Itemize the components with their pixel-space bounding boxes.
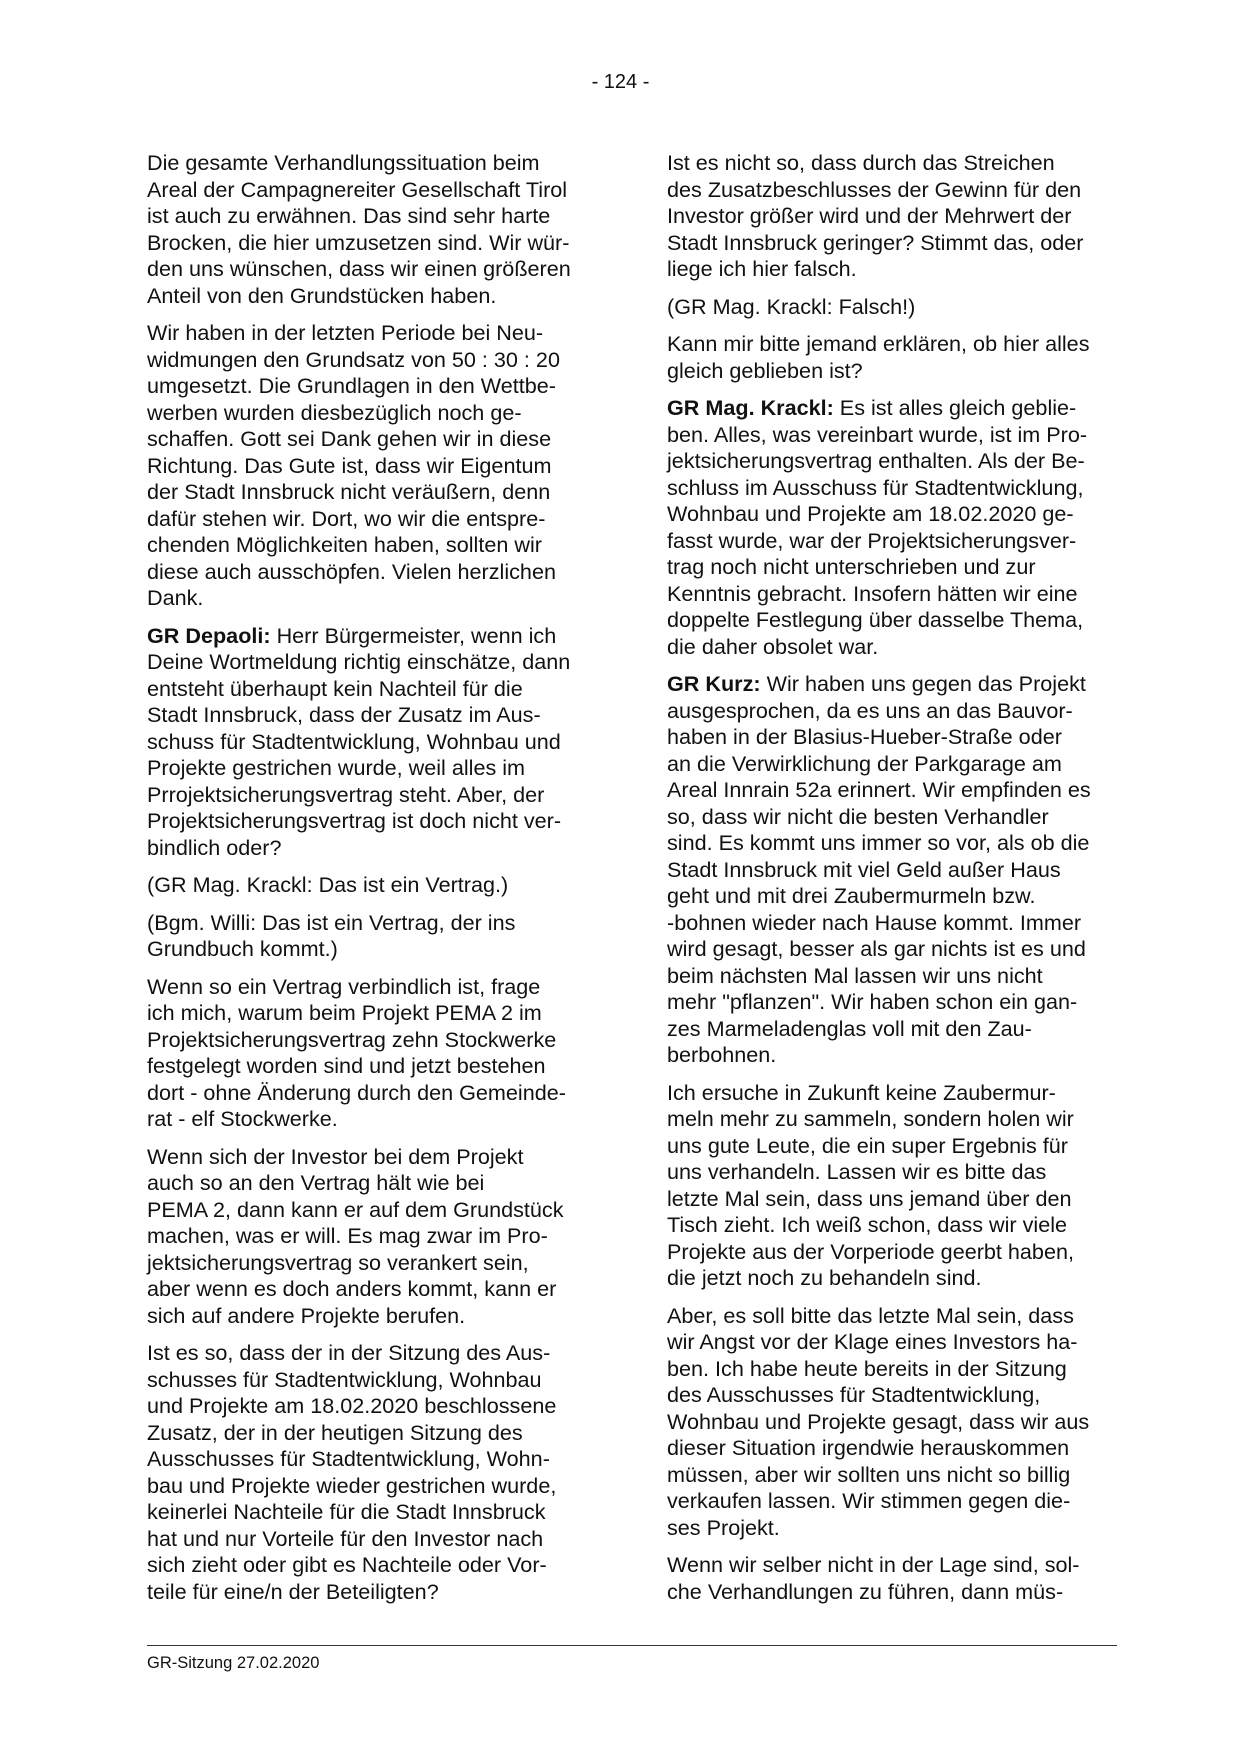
paragraph-line: uns gute Leute, die ein super Ergebnis für bbox=[667, 1132, 1068, 1158]
paragraph-line: geht und mit drei Zaubermurmeln bzw. bbox=[667, 883, 1036, 908]
paragraph-line: mehr "pflanzen". Wir haben schon ein gan- bbox=[667, 989, 1078, 1014]
paragraph-line: trag noch nicht unterschrieben und zur bbox=[667, 554, 1036, 579]
paragraph-line: aber wenn es doch anders kommt, kann er bbox=[147, 1276, 557, 1301]
interjection bbox=[667, 294, 1117, 321]
paragraph-line: Wenn so ein Vertrag verbindlich ist, frage bbox=[147, 973, 541, 999]
paragraph-line bbox=[147, 623, 597, 650]
paragraph-line: Projekte aus der Vorperiode geerbt haben, bbox=[667, 1238, 1074, 1264]
paragraph-line: Ist es nicht so, dass durch das Streichen bbox=[667, 150, 1055, 175]
paragraph-line: Tisch zieht. Ich weiß schon, dass wir viele bbox=[667, 1212, 1068, 1237]
paragraph-line: chenden Möglichkeiten haben, sollten wir bbox=[147, 532, 542, 557]
paragraph-line: dafür stehen wir. Dort, wo wir die entspre- bbox=[147, 505, 546, 531]
paragraph-line: Anteil von den Grundstücken haben. bbox=[147, 282, 497, 308]
paragraph-line: des Zusatzbeschlusses der Gewinn für den bbox=[667, 176, 1082, 202]
paragraph bbox=[147, 1340, 597, 1605]
paragraph-line: so, dass wir nicht die besten Verhandler bbox=[667, 803, 1049, 829]
speech-text: Wir haben uns gegen das Projekt bbox=[760, 671, 1086, 696]
paragraph-line: schusses für Stadtentwicklung, Wohnbau bbox=[147, 1366, 542, 1392]
paragraph-line: Die gesamte Verhandlungssituation beim bbox=[147, 150, 540, 175]
paragraph-line: festgelegt worden sind und jetzt bestehen bbox=[147, 1053, 546, 1078]
paragraph-line: zes Marmeladenglas voll mit den Zau- bbox=[667, 1015, 1032, 1041]
paragraph-line: des Ausschusses für Stadtentwicklung, bbox=[667, 1382, 1041, 1407]
paragraph bbox=[667, 1303, 1117, 1542]
paragraph-line: Ausschusses für Stadtentwicklung, Wohn- bbox=[147, 1446, 550, 1471]
paragraph-line: bau und Projekte wieder gestrichen wurde, bbox=[147, 1472, 557, 1498]
paragraph-line: Dank. bbox=[147, 585, 204, 610]
paragraph bbox=[667, 150, 1117, 283]
paragraph-line: haben in der Blasius-Hueber-Straße oder bbox=[667, 724, 1062, 749]
paragraph-line: Projekte gestrichen wurde, weil alles im bbox=[147, 755, 526, 780]
paragraph-line: Ich ersuche in Zukunft keine Zaubermur- bbox=[667, 1079, 1056, 1105]
paragraph-line: auch so an den Vertrag hält wie bei bbox=[147, 1170, 485, 1195]
paragraph-line: jektsicherungsvertrag enthalten. Als der Be- bbox=[667, 448, 1085, 473]
footer-session-date: GR-Sitzung 27.02.2020 bbox=[147, 1654, 320, 1672]
paragraph-line: jektsicherungsvertrag so verankert sein, bbox=[147, 1249, 529, 1275]
paragraph-line: ben. Ich habe heute bereits in der Sitzung bbox=[667, 1355, 1067, 1381]
paragraph-line: Stadt Innsbruck geringer? Stimmt das, oder bbox=[667, 229, 1084, 255]
paragraph-line: Projektsicherungsvertrag ist doch nicht ver- bbox=[147, 808, 562, 833]
speaker-name: GR Mag. Krackl: bbox=[667, 395, 834, 420]
paragraph-line: der Stadt Innsbruck nicht veräußern, denn bbox=[147, 479, 551, 504]
paragraph-line: Deine Wortmeldung richtig einschätze, dann bbox=[147, 649, 571, 674]
speech-text: Herr Bürgermeister, wenn ich bbox=[270, 622, 557, 648]
paragraph-line: Wenn wir selber nicht in der Lage sind, sol- bbox=[667, 1552, 1080, 1577]
paragraph-line: sich auf andere Projekte berufen. bbox=[147, 1302, 466, 1328]
interjection bbox=[147, 872, 597, 899]
paragraph-line: sind. Es kommt uns immer so vor, als ob die bbox=[667, 830, 1090, 855]
paragraph-line: letzte Mal sein, dass uns jemand über den bbox=[667, 1185, 1072, 1211]
paragraph-line: (Bgm. Willi: Das ist ein Vertrag, der ins bbox=[147, 909, 516, 935]
paragraph-line: ich mich, warum beim Projekt PEMA 2 im bbox=[147, 1000, 542, 1025]
paragraph-line: -bohnen wieder nach Hause kommt. Immer bbox=[667, 909, 1082, 935]
paragraph-line: Wohnbau und Projekte am 18.02.2020 ge- bbox=[667, 501, 1074, 526]
speaker-name: GR Kurz: bbox=[667, 671, 761, 696]
paragraph-line: die jetzt noch zu behandeln sind. bbox=[667, 1265, 982, 1290]
interjection bbox=[147, 910, 597, 963]
paragraph-line: ses Projekt. bbox=[667, 1514, 780, 1540]
paragraph-line: liege ich hier falsch. bbox=[667, 256, 857, 281]
paragraph-line: Stadt Innsbruck, dass der Zusatz im Aus- bbox=[147, 702, 541, 727]
paragraph bbox=[667, 1080, 1117, 1292]
paragraph-line: Kann mir bitte jemand erklären, ob hier alles bbox=[667, 331, 1090, 356]
paragraph-line: Wir haben in der letzten Periode bei Neu- bbox=[147, 320, 544, 345]
paragraph-line: Grundbuch kommt.) bbox=[147, 936, 338, 961]
paragraph-line: Aber, es soll bitte das letzte Mal sein, dass bbox=[667, 1302, 1074, 1328]
paragraph-line: Wenn sich der Investor bei dem Projekt bbox=[147, 1143, 524, 1169]
paragraph-line: sich zieht oder gibt es Nachteile oder Vor- bbox=[147, 1552, 547, 1577]
paragraph-line: beim nächsten Mal lassen wir uns nicht bbox=[667, 962, 1043, 988]
paragraph-line: rat - elf Stockwerke. bbox=[147, 1106, 338, 1131]
paragraph-line: schaffen. Gott sei Dank gehen wir in diese bbox=[147, 426, 552, 451]
speaker-name: GR Depaoli: bbox=[147, 622, 271, 648]
paragraph-line: (GR Mag. Krackl: Das ist ein Vertrag.) bbox=[147, 872, 509, 897]
paragraph-line: an die Verwirklichung der Parkgarage am bbox=[667, 750, 1062, 776]
paragraph-line: diese auch ausschöpfen. Vielen herzlichen bbox=[147, 558, 556, 584]
paragraph-line: den uns wünschen, dass wir einen größeren bbox=[147, 256, 571, 281]
paragraph-line: Wohnbau und Projekte gesagt, dass wir aus bbox=[667, 1408, 1090, 1434]
paragraph-line: dieser Situation irgendwie herauskommen bbox=[667, 1435, 1070, 1460]
paragraph-line: umgesetzt. Die Grundlagen in den Wettbe- bbox=[147, 373, 556, 398]
paragraph-line: Investor größer wird und der Mehrwert der bbox=[667, 203, 1072, 228]
paragraph-line: dort - ohne Änderung durch den Gemeinde- bbox=[147, 1079, 566, 1105]
paragraph-line: schluss im Ausschuss für Stadtentwicklung, bbox=[667, 474, 1084, 500]
paragraph bbox=[667, 331, 1117, 384]
paragraph-line: (GR Mag. Krackl: Falsch!) bbox=[667, 293, 916, 319]
paragraph-line: ist auch zu erwähnen. Das sind sehr harte bbox=[147, 203, 551, 228]
paragraph bbox=[147, 974, 597, 1133]
paragraph-line: fasst wurde, war der Projektsicherungsver- bbox=[667, 527, 1077, 553]
paragraph-line: uns verhandeln. Lassen wir es bitte das bbox=[667, 1159, 1047, 1184]
paragraph-line: widmungen den Grundsatz von 50 : 30 : 20 bbox=[147, 346, 560, 372]
footer-divider bbox=[147, 1645, 1117, 1646]
paragraph bbox=[147, 150, 597, 309]
paragraph-line: meln mehr zu sammeln, sondern holen wir bbox=[667, 1106, 1074, 1131]
paragraph-line: wir Angst vor der Klage eines Investors ha- bbox=[667, 1329, 1078, 1354]
paragraph-line: verkaufen lassen. Wir stimmen gegen die- bbox=[667, 1488, 1071, 1513]
paragraph-line: wird gesagt, besser als gar nichts ist es und bbox=[667, 936, 1086, 961]
paragraph-line: Prrojektsicherungsvertrag steht. Aber, der bbox=[147, 781, 545, 807]
paragraph-line: ben. Alles, was vereinbart wurde, ist im Pro- bbox=[667, 421, 1088, 447]
paragraph-line: gleich geblieben ist? bbox=[667, 357, 863, 383]
paragraph-line: Projektsicherungsvertrag zehn Stockwerke bbox=[147, 1026, 557, 1052]
paragraph-line: Stadt Innsbruck mit viel Geld außer Haus bbox=[667, 856, 1061, 882]
right-column bbox=[667, 150, 1117, 1616]
paragraph-line: Zusatz, der in der heutigen Sitzung des bbox=[147, 1419, 523, 1445]
speech-paragraph bbox=[147, 623, 597, 862]
paragraph-line: PEMA 2, dann kann er auf dem Grundstück bbox=[147, 1196, 564, 1222]
paragraph-line: Ist es so, dass der in der Sitzung des Aus- bbox=[147, 1340, 551, 1365]
paragraph-line: berbohnen. bbox=[667, 1042, 777, 1067]
speech-text: Es ist alles gleich geblie- bbox=[833, 395, 1077, 420]
left-column bbox=[147, 150, 597, 1616]
paragraph-line: und Projekte am 18.02.2020 beschlossene bbox=[147, 1393, 557, 1418]
paragraph-line: entsteht überhaupt kein Nachteil für die bbox=[147, 675, 523, 701]
paragraph-line: che Verhandlungen zu führen, dann müs- bbox=[667, 1578, 1064, 1604]
paragraph-line: keinerlei Nachteile für die Stadt Innsbruck bbox=[147, 1499, 546, 1524]
page-number: - 124 - bbox=[591, 71, 650, 93]
paragraph-line: die daher obsolet war. bbox=[667, 633, 879, 659]
paragraph-line: Kenntnis gebracht. Insofern hätten wir eine bbox=[667, 580, 1078, 606]
paragraph-line bbox=[667, 395, 1117, 422]
paragraph bbox=[667, 1552, 1117, 1605]
paragraph-line: Areal der Campagnereiter Gesellschaft Tirol bbox=[147, 176, 568, 202]
paragraph-line: müssen, aber wir sollten uns nicht so billig bbox=[667, 1461, 1071, 1487]
paragraph bbox=[147, 1144, 597, 1330]
paragraph-line: Richtung. Das Gute ist, dass wir Eigentum bbox=[147, 452, 552, 478]
paragraph-line: Brocken, die hier umzusetzen sind. Wir wür- bbox=[147, 229, 570, 255]
paragraph bbox=[147, 320, 597, 612]
speech-paragraph bbox=[667, 671, 1117, 1069]
paragraph-line: werben wurden diesbezüglich noch ge- bbox=[147, 399, 522, 425]
paragraph-line bbox=[667, 671, 1117, 698]
paragraph-line: doppelte Festlegung über dasselbe Thema, bbox=[667, 607, 1084, 632]
paragraph-line: ausgesprochen, da es uns an das Bauvor- bbox=[667, 697, 1073, 723]
paragraph-line: teile für eine/n der Beteiligten? bbox=[147, 1578, 439, 1604]
paragraph-line: hat und nur Vorteile für den Investor nach bbox=[147, 1525, 544, 1551]
paragraph-line: machen, was er will. Es mag zwar im Pro- bbox=[147, 1223, 548, 1248]
paragraph-line: Areal Innrain 52a erinnert. Wir empfinden es bbox=[667, 777, 1091, 802]
paragraph-line: schuss für Stadtentwicklung, Wohnbau und bbox=[147, 728, 561, 754]
paragraph-line: bindlich oder? bbox=[147, 834, 282, 860]
speech-paragraph bbox=[667, 395, 1117, 660]
